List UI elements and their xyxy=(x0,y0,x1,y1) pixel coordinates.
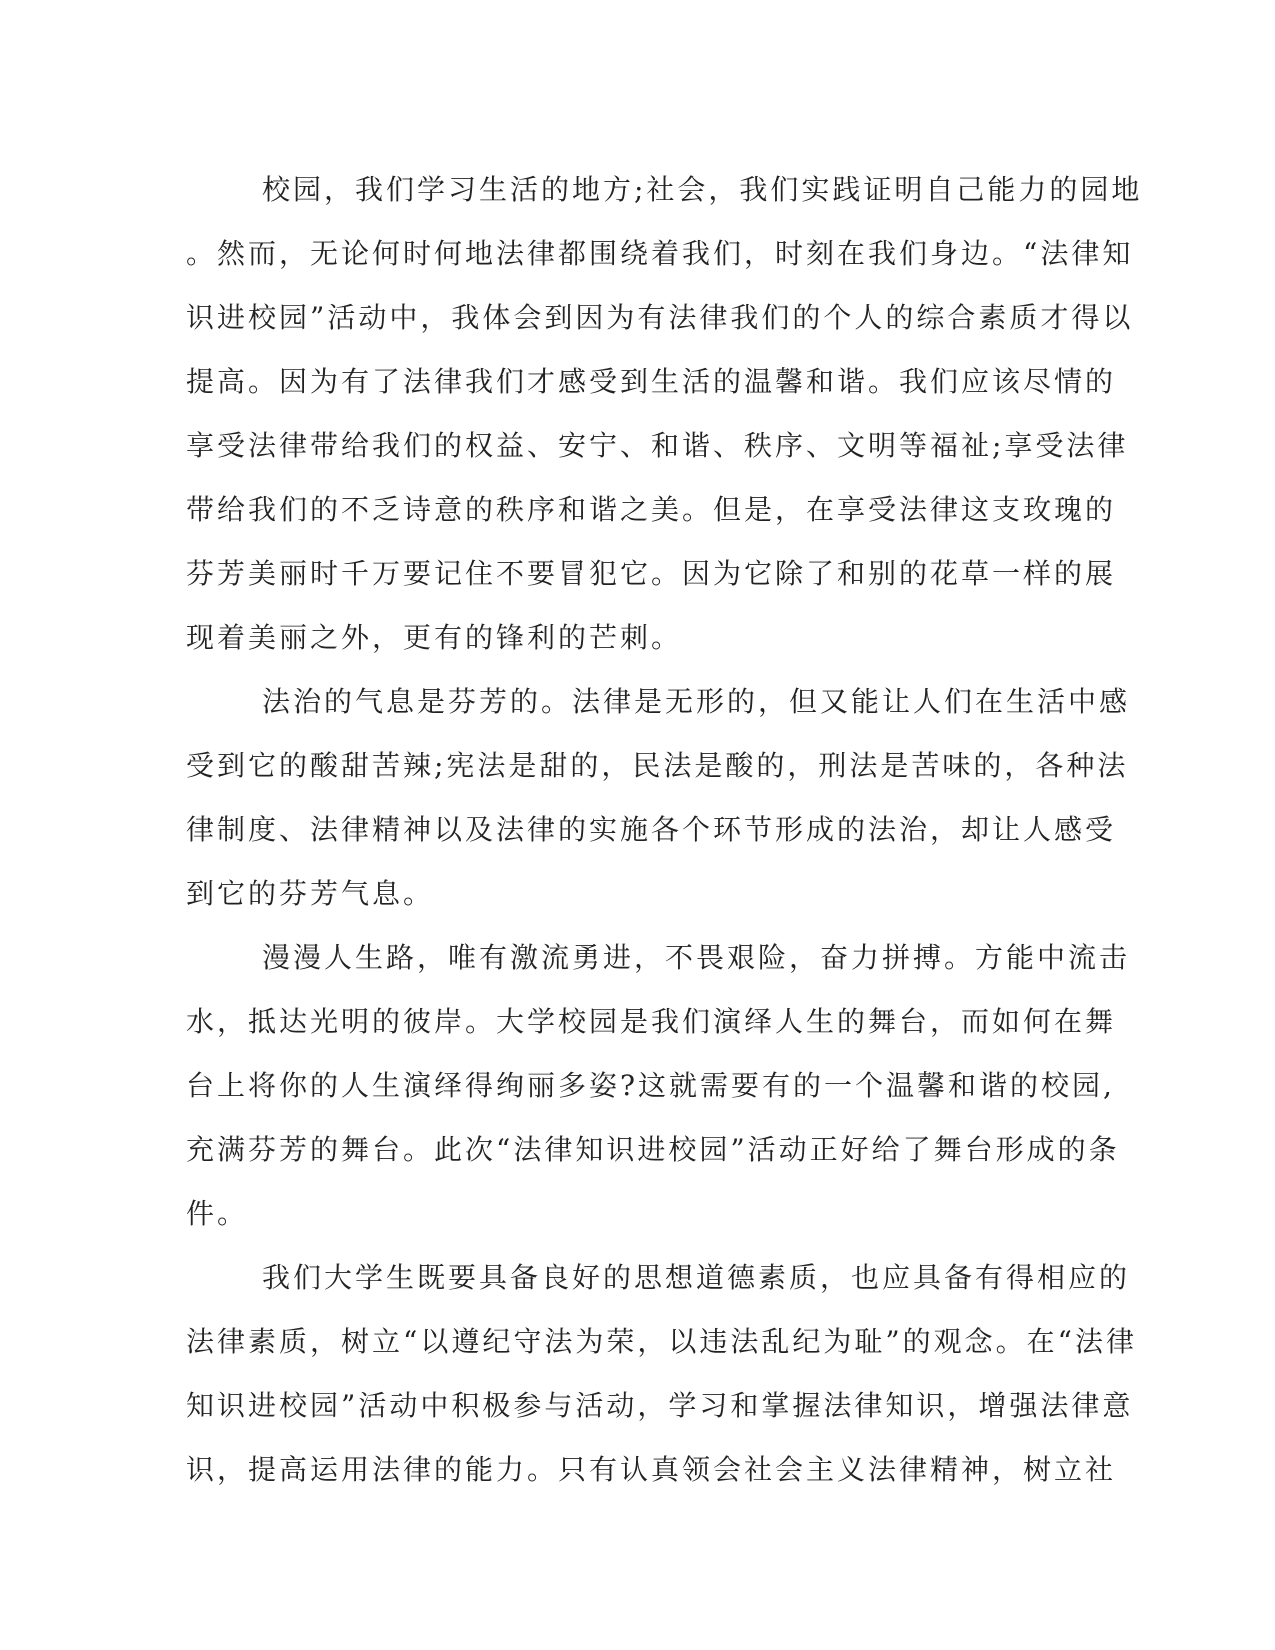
text-line: 现着美丽之外，更有的锋利的芒刺。 xyxy=(186,621,683,654)
text-line: 带给我们的不乏诗意的秩序和谐之美。但是，在享受法律这支玫瑰的 xyxy=(186,493,1117,526)
text-line: 受到它的酸甜苦辣;宪法是甜的，民法是酸的，刑法是苦味的，各种法 xyxy=(186,749,1129,782)
text-line: 件。 xyxy=(186,1197,249,1230)
text-line: 法治的气息是芬芳的。法律是无形的，但又能让人们在生活中感 xyxy=(262,685,1131,718)
body-text xyxy=(186,158,1143,1502)
text-line: 法律素质，树立“以遵纪守法为荣，以违法乱纪为耻”的观念。在“法律 xyxy=(186,1325,1137,1358)
text-line: 识，提高运用法律的能力。只有认真领会社会主义法律精神，树立社 xyxy=(186,1453,1117,1486)
text-line: 识进校园”活动中，我体会到因为有法律我们的个人的综合素质才得以 xyxy=(186,301,1134,334)
text-line: 知识进校园”活动中积极参与活动，学习和掌握法律知识，增强法律意 xyxy=(186,1389,1134,1422)
text-line: 我们大学生既要具备良好的思想道德素质，也应具备有得相应的 xyxy=(262,1261,1131,1294)
text-line: 享受法律带给我们的权益、安宁、和谐、秩序、文明等福祉;享受法律 xyxy=(186,429,1129,462)
text-line: 提高。因为有了法律我们才感受到生活的温馨和谐。我们应该尽情的 xyxy=(186,365,1117,398)
text-line: 漫漫人生路，唯有激流勇进，不畏艰险，奋力拼搏。方能中流击 xyxy=(262,941,1131,974)
paragraph-2 xyxy=(186,670,1131,926)
text-line: 。然而，无论何时何地法律都围绕着我们，时刻在我们身边。“法律知 xyxy=(186,237,1134,270)
text-line: 芬芳美丽时千万要记住不要冒犯它。因为它除了和别的花草一样的展 xyxy=(186,557,1117,590)
text-line: 律制度、法律精神以及法律的实施各个环节形成的法治，却让人感受 xyxy=(186,813,1117,846)
text-line: 台上将你的人生演绎得绚丽多姿?这就需要有的一个温馨和谐的校园, xyxy=(186,1069,1115,1102)
paragraph-1 xyxy=(186,158,1143,670)
text-line: 充满芬芳的舞台。此次“法律知识进校园”活动正好给了舞台形成的条 xyxy=(186,1133,1120,1166)
paragraph-4 xyxy=(186,1246,1137,1502)
paragraph-3 xyxy=(186,926,1131,1246)
text-line: 校园，我们学习生活的地方;社会，我们实践证明自己能力的园地 xyxy=(262,173,1143,206)
text-line: 到它的芬芳气息。 xyxy=(186,877,435,910)
text-line: 水，抵达光明的彼岸。大学校园是我们演绎人生的舞台，而如何在舞 xyxy=(186,1005,1117,1038)
